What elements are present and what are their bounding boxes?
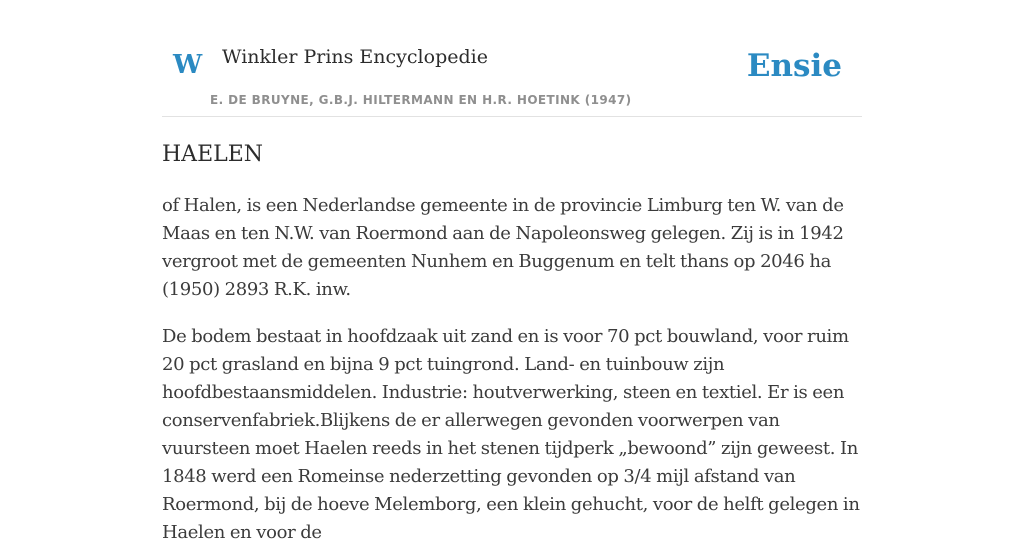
ensie-brand-logo[interactable]: Ensie bbox=[746, 48, 842, 84]
article bbox=[162, 140, 862, 547]
encyclopedia-logo[interactable]: W bbox=[173, 50, 203, 80]
site-header bbox=[162, 0, 862, 117]
article-paragraph: of Halen, is een Nederlandse gemeente in de provincie Limburg ten W. van de Maas en ten N.W. van Roermond aan de Napoleonsweg gelegen. Zij is in 1942 vergroot met de gemeenten Nunhem en Buggenum en telt thans op 2046 ha (1950) 2893 R.K. inw. bbox=[162, 195, 844, 300]
article-paragraph: De bodem bestaat in hoofdzaak uit zand en is voor 70 pct bouwland, voor ruim 20 pct grasland en bijna 9 pct tuingrond. Land- en tuinbouw zijn hoofdbestaansmiddelen. Industrie: houtverwerking, steen en textiel. Er is een conservenfabriek.Blijkens de er allerwegen gevonden voorwerpen van vuursteen moet Haelen reeds in het stenen tijdperk „bewoond” zijn geweest. In 1848 werd een Romeinse nederzetting gevonden op 3/4 mijl afstand van Roermond, bij de hoeve Melemborg, een klein gehucht, voor de helft gelegen in Haelen en voor de bbox=[162, 326, 860, 543]
authors-line: E. DE BRUYNE, G.B.J. HILTERMANN EN H.R. HOETINK (1947) bbox=[210, 93, 632, 107]
article-title: HAELEN bbox=[162, 142, 264, 167]
encyclopedia-title[interactable]: Winkler Prins Encyclopedie bbox=[222, 46, 488, 68]
